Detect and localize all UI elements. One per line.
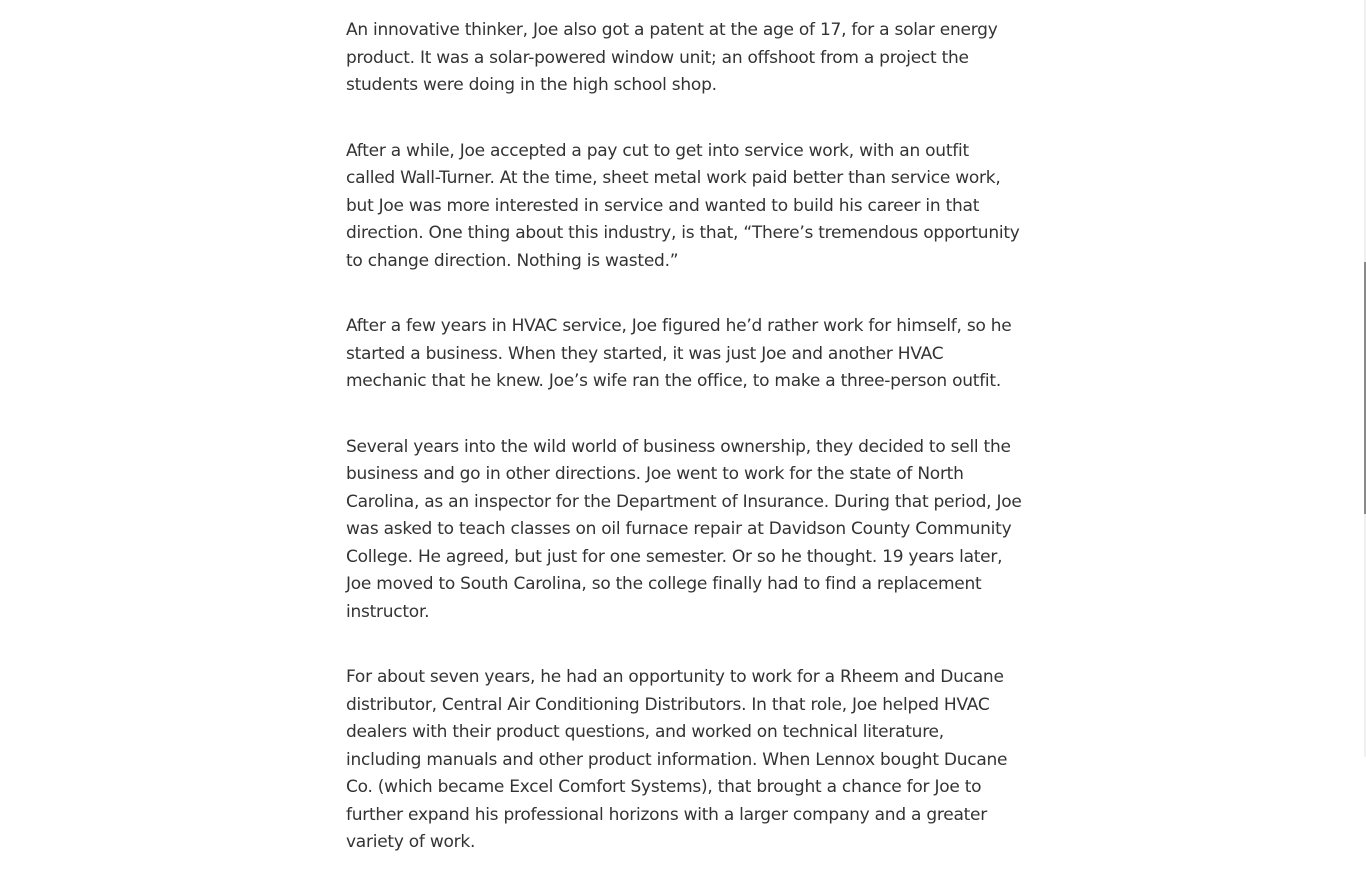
article-paragraph-5: For about seven years, he had an opportunity to work for a Rheem and Ducane distributor, Central Air Conditioning Distributors. In that role, Joe helped HVAC dealers with their product questions, and worked on technical literature, including manuals and other product information. When Lennox bought Ducane Co. (which became Excel Comfort Systems), that brought a chance for Joe to further expand his professional horizons with a larger company and a greater variety of work. (346, 667, 1008, 852)
article-paragraph-2: After a while, Joe accepted a pay cut to get into service work, with an outfit called Wall-Turner. At the time, sheet metal work paid better than service work, but Joe was more interested in service and wanted to build his career in that direction. One thing about this industry, is that, “There’s tremendous opportunity to change direction. Nothing is wasted.” (346, 140, 1020, 271)
article-paragraph-1: An innovative thinker, Joe also got a patent at the age of 17, for a solar energy product. It was a solar-powered window unit; an offshoot from a project the students were doing in the high school shop. (346, 20, 998, 95)
article-paragraph-4: Several years into the wild world of business ownership, they decided to sell the business and go in other directions. Joe went to work for the state of North Carolina, as an inspector for the Department of Insurance. During that period, Joe was asked to teach classes on oil furnace repair at Davidson County Community College. He agreed, but just for one semester. Or so he thought. 19 years later, Joe moved to South Carolina, so the college finally had to find a replacement instructor. (346, 436, 1022, 622)
article-paragraph-3: After a few years in HVAC service, Joe figured he’d rather work for himself, so he started a business. When they started, it was just Joe and another HVAC mechanic that he knew. Joe’s wife ran the office, to make a three-person outfit. (346, 316, 1012, 391)
article-body (346, 17, 1022, 895)
